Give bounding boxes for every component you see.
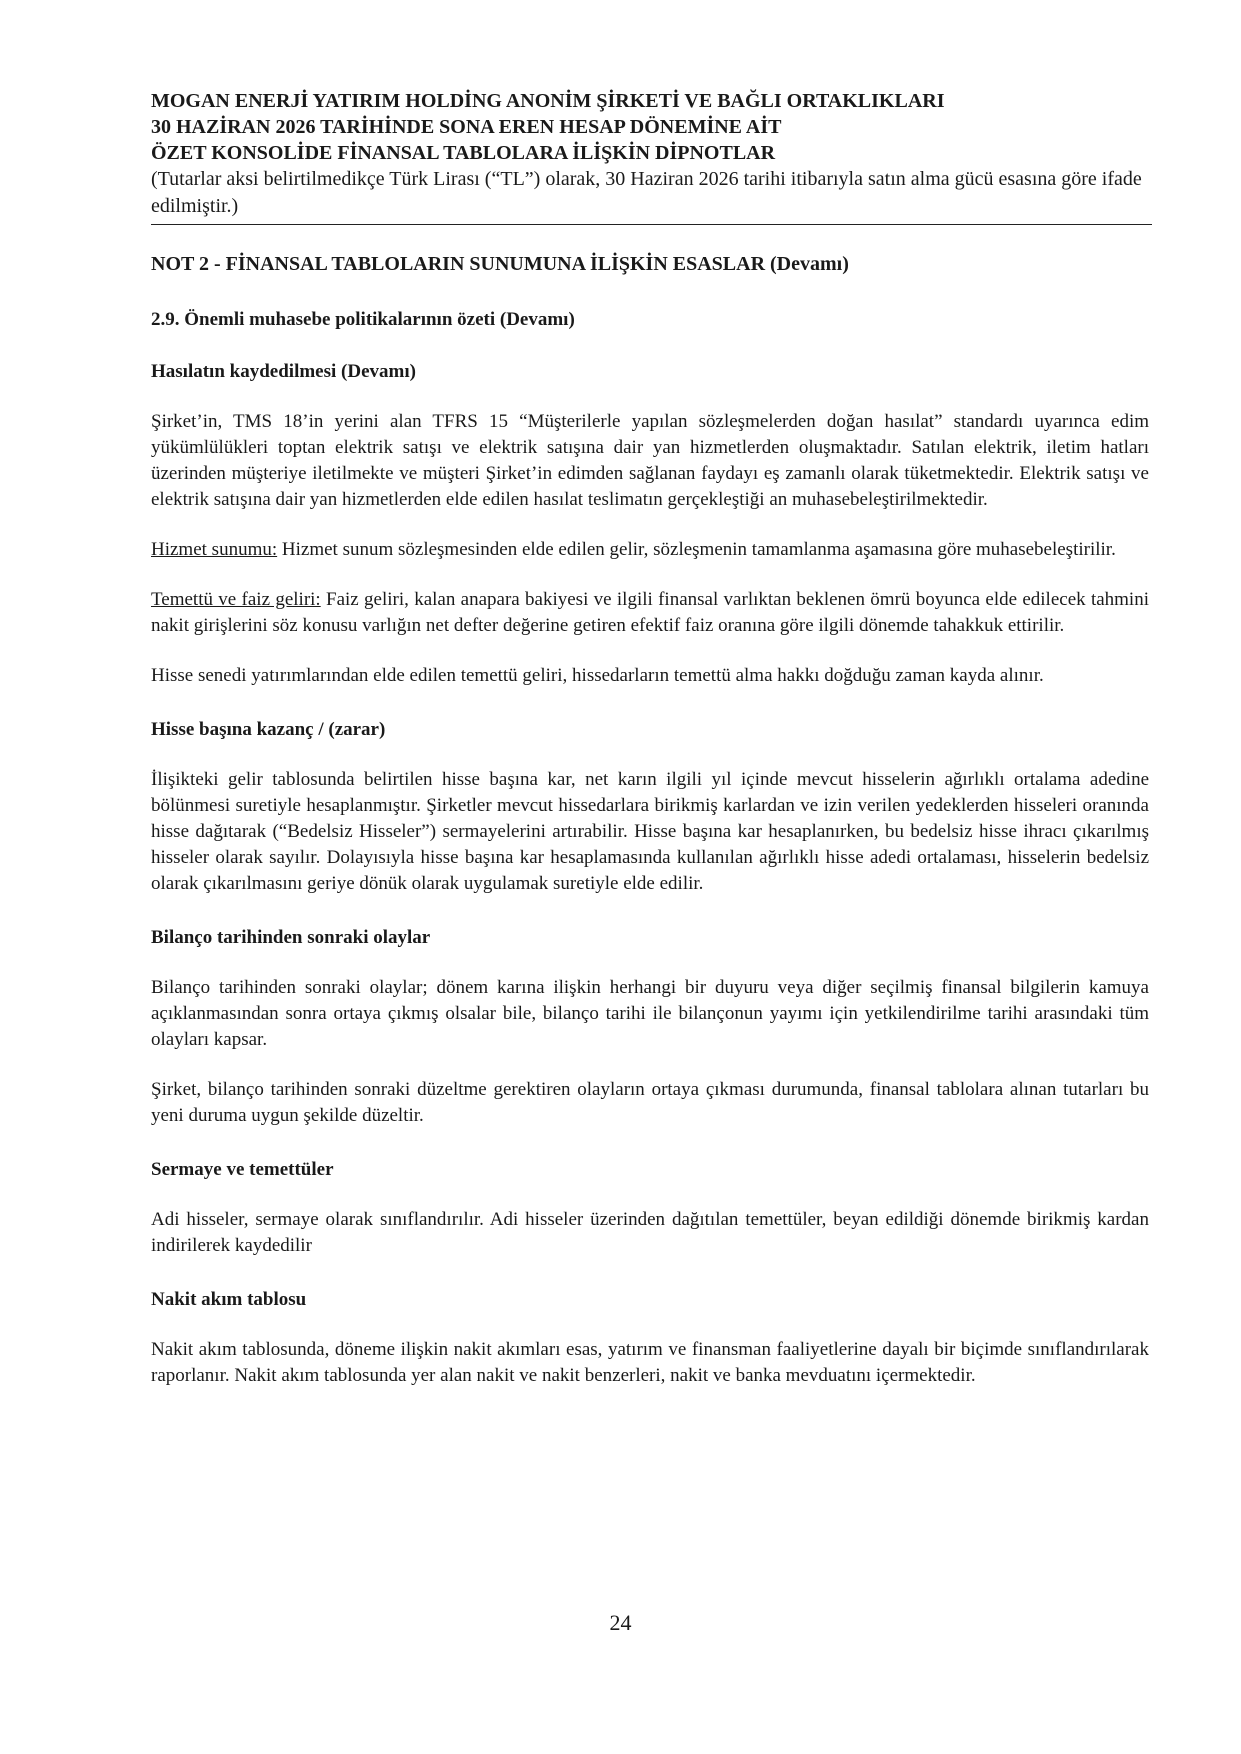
page-number: 24 xyxy=(609,1610,632,1635)
revenue-heading: Hasılatın kaydedilmesi (Devamı) xyxy=(151,361,416,382)
events-paragraph-2: Şirket, bilanço tarihinden sonraki düzeltme gerektiren olayların ortaya çıkması durumunda, finansal tablolara alınan tutarları bu yeni duruma uygun şekilde düzeltir. xyxy=(151,1079,1149,1126)
period-title: 30 HAZİRAN 2026 TARİHİNDE SONA EREN HESAP DÖNEMİNE AİT xyxy=(151,116,782,138)
report-header xyxy=(151,88,1149,225)
company-title: MOGAN ENERJİ YATIRIM HOLDİNG ANONİM ŞİRKETİ VE BAĞLI ORTAKLIKLARI xyxy=(151,90,945,112)
document-page xyxy=(151,88,1149,1389)
header-divider xyxy=(151,224,1152,225)
eps-heading: Hisse başına kazanç / (zarar) xyxy=(151,719,386,740)
service-label: Hizmet sunumu: xyxy=(151,539,278,560)
service-paragraph xyxy=(151,537,1149,563)
note-title: NOT 2 - FİNANSAL TABLOLARIN SUNUMUNA İLİŞKİN ESASLAR (Devamı) xyxy=(151,253,849,275)
interest-label: Temettü ve faiz geliri: xyxy=(151,589,321,610)
section-subtitle: 2.9. Önemli muhasebe politikalarının özeti (Devamı) xyxy=(151,309,575,330)
events-heading: Bilanço tarihinden sonraki olaylar xyxy=(151,927,431,948)
currency-note: (Tutarlar aksi belirtilmedikçe Türk Lirası (“TL”) olarak, 30 Haziran 2026 tarihi itibarıyla satın alma gücü esasına göre ifade edilmiştir.) xyxy=(151,168,1142,217)
cashflow-heading: Nakit akım tablosu xyxy=(151,1289,307,1310)
revenue-paragraph: Şirket’in, TMS 18’in yerini alan TFRS 15 “Müşterilerle yapılan sözleşmelerden doğan hasılat” standardı uyarınca edim yükümlülükleri toptan elektrik satışı ve elektrik satışına dair yan hizmetlerden oluşmaktadır. Satılan elektrik, iletim hatları üzerinden müşteriye iletilmekte ve müşteri Şirket’in edimden sağlanan faydayı eş zamanlı olarak tüketmektedir. Elektrik satışı ve elektrik satışına dair yan hizmetlerden elde edilen hasılat teslimatın gerçekleştiği an muhasebeleştirilmektedir. xyxy=(151,411,1149,510)
interest-text: Faiz geliri, kalan anapara bakiyesi ve ilgili finansal varlıktan beklenen ömrü boyunca elde edilecek tahmini nakit girişlerini söz konusu varlığın net defter değerine getiren efektif faiz oranına göre ilgili dönemde tahakkuk ettirilir. xyxy=(151,589,1149,636)
notes-title: ÖZET KONSOLİDE FİNANSAL TABLOLARA İLİŞKİN DİPNOTLAR xyxy=(151,142,776,164)
capital-heading: Sermaye ve temettüler xyxy=(151,1159,334,1180)
events-paragraph-1: Bilanço tarihinden sonraki olaylar; dönem karına ilişkin herhangi bir duyuru veya diğer seçilmiş finansal bilgilerin kamuya açıklanmasından sonra ortaya çıkmış olsalar bile, bilanço tarihi ile bilançonun yayımı için yetkilendirilme tarihi arasındaki tüm olayları kapsar. xyxy=(151,977,1149,1050)
interest-paragraph xyxy=(151,587,1149,639)
service-text: Hizmet sunum sözleşmesinden elde edilen gelir, sözleşmenin tamamlanma aşamasına göre muhasebeleştirilir. xyxy=(277,539,1116,560)
capital-paragraph: Adi hisseler, sermaye olarak sınıflandırılır. Adi hisseler üzerinden dağıtılan temettüler, beyan edildiği dönemde birikmiş kardan indirilerek kaydedilir xyxy=(151,1209,1149,1256)
cashflow-paragraph: Nakit akım tablosunda, döneme ilişkin nakit akımları esas, yatırım ve finansman faaliyetlerine dayalı bir biçimde sınıflandırılarak raporlanır. Nakit akım tablosunda yer alan nakit ve nakit benzerleri, nakit ve banka mevduatını içermektedir. xyxy=(151,1339,1149,1386)
dividend-paragraph: Hisse senedi yatırımlarından elde edilen temettü geliri, hissedarların temettü alma hakkı doğduğu zaman kayda alınır. xyxy=(151,665,1044,686)
eps-paragraph: İlişikteki gelir tablosunda belirtilen hisse başına kar, net karın ilgili yıl içinde mevcut hisselerin ağırlıklı ortalama adedine bölünmesi suretiyle hesaplanmıştır. Şirketler mevcut hissedarlara birikmiş karlardan ve izin verilen yedeklerden hisseleri oranında hisse dağıtarak (“Bedelsiz Hisseler”) sermayelerini artırabilir. Hisse başına kar hesaplanırken, bu bedelsiz hisse ihracı çıkarılmış hisseler olarak sayılır. Dolayısıyla hisse başına kar hesaplamasında kullanılan ağırlıklı hisse adedi ortalaması, hisselerin bedelsiz olarak çıkarılmasını geriye dönük olarak uygulamak suretiyle elde edilir. xyxy=(151,769,1149,894)
